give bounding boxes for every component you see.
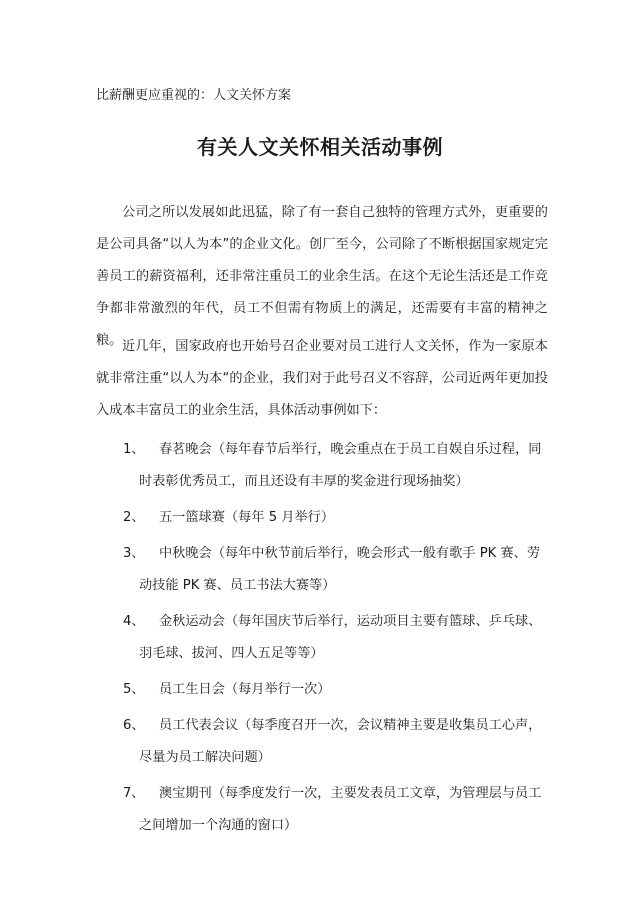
list-item-number: 5、	[123, 682, 145, 697]
list-item-number: 7、	[123, 786, 145, 801]
list-item	[96, 674, 552, 706]
list-item-text: 五一篮球赛（每年 5 月举行）	[159, 510, 335, 525]
list-item-number: 6、	[123, 718, 145, 733]
list-item-text: 员工代表会议（每季度召开一次，会议精神主要是收集员工心声，尽量为员工解决问题）	[139, 718, 542, 765]
list-item	[96, 778, 552, 842]
intro-paragraph: 公司之所以发展如此迅猛，除了有一套自己独特的管理方式外，更重要的是公司具备“以人为本”的企业文化。创厂至今，公司除了不断根据国家规定完善员工的薪资福利，还非常注重员工的业余生活。在这个无论生活还是工作竞争都非常激烈的年代，员工不但需有物质上的满足，还需要有丰富的精神之粮。	[96, 205, 548, 348]
list-item-number: 1、	[123, 442, 145, 457]
list-item-text: 中秋晚会（每年中秋节前后举行，晚会形式一般有歌手 PK 赛、劳动技能 PK 赛、员工书法大赛等）	[139, 546, 541, 593]
activity-list	[96, 434, 552, 842]
document-header: 比薪酬更应重视的：人文关怀方案	[96, 88, 292, 103]
document-title: 有关人文关怀相关活动事例	[197, 135, 443, 159]
list-item-number: 3、	[123, 546, 145, 561]
list-item	[96, 710, 552, 774]
list-item	[96, 434, 552, 498]
list-item-text: 员工生日会（每月举行一次）	[159, 682, 331, 697]
policy-paragraph: 近几年，国家政府也开始号召企业要对员工进行人文关怀，作为一家原本就非常注重“以人为本“的企业，我们对于此号召义不容辞，公司近两年更加投入成本丰富员工的业余生活，具体活动事例如下：	[96, 339, 548, 418]
list-item	[96, 538, 552, 602]
list-item-number: 2、	[123, 510, 145, 525]
list-item-text: 春茗晚会（每年春节后举行，晚会重点在于员工自娱自乐过程，同时表彰优秀员工，而且还设有丰厚的奖金进行现场抽奖）	[139, 442, 542, 489]
list-item	[96, 502, 552, 534]
list-item	[96, 606, 552, 670]
list-item-number: 4、	[123, 614, 145, 629]
list-item-text: 澳宝期刊（每季度发行一次，主要发表员工文章，为管理层与员工之间增加一个沟通的窗口）	[139, 786, 542, 833]
list-item-text: 金秋运动会（每年国庆节后举行，运动项目主要有篮球、乒乓球、羽毛球、拔河、四人五足等等）	[139, 614, 542, 661]
